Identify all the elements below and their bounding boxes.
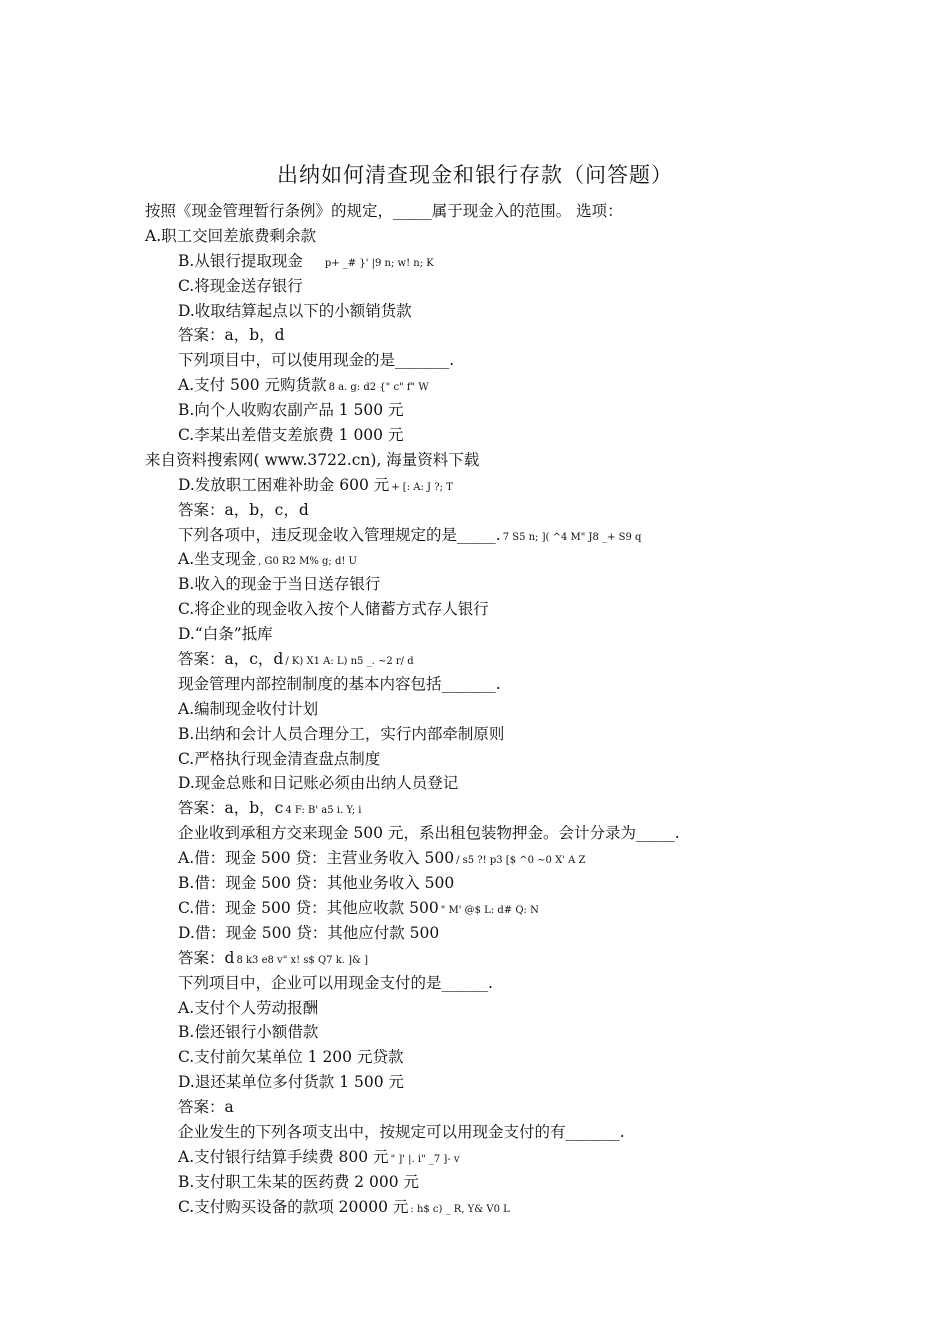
text-line — [0, 796, 950, 821]
line-text: 企业收到承租方交来现金 500 元，系出租包装物押金。会计分录为_____. — [178, 824, 680, 843]
text-line — [0, 1045, 950, 1070]
line-text: C.支付前欠某单位 1 200 元贷款 — [178, 1048, 404, 1067]
text-line — [0, 597, 950, 622]
line-text: 答案：a，b，c — [178, 799, 284, 818]
text-line — [0, 747, 950, 772]
text-line — [0, 398, 950, 423]
text-line — [0, 1145, 950, 1170]
line-text: 企业发生的下列各项支出中，按规定可以用现金支付的有_______. — [178, 1122, 625, 1141]
line-text: B.出纳和会计人员合理分工，实行内部牵制原则 — [178, 724, 505, 743]
line-text: D.收取结算起点以下的小额销货款 — [178, 301, 412, 320]
line-text: 下列项目中，企业可以用现金支付的是______. — [178, 973, 493, 992]
text-line — [0, 1120, 950, 1145]
line-text: B.从银行提取现金 — [178, 251, 303, 270]
watermark-noise-text: 7 S5 n; ]( ^4 M" J8 _+ S9 q — [502, 531, 642, 543]
line-text: D.发放职工困难补助金 600 元 — [178, 475, 390, 494]
line-text: 答案：a — [178, 1098, 234, 1117]
text-line — [0, 1195, 950, 1220]
line-text: B.向个人收购农副产品 1 500 元 — [178, 401, 404, 420]
text-line — [0, 921, 950, 946]
line-text: B.借：现金 500 贷：其他业务收入 500 — [178, 874, 455, 893]
text-line — [0, 523, 950, 548]
text-line — [0, 672, 950, 697]
line-text: A.坐支现金 — [178, 550, 257, 569]
text-line — [0, 1170, 950, 1195]
watermark-noise-text: 4 F: B' a5 i. Y; i — [285, 805, 362, 817]
line-text: D.退还某单位多付货款 1 500 元 — [178, 1073, 405, 1092]
text-line — [0, 249, 950, 274]
line-text: D.借：现金 500 贷：其他应付款 500 — [178, 923, 440, 942]
text-line — [0, 348, 950, 373]
line-text: C.将现金送存银行 — [178, 276, 303, 295]
text-line — [0, 971, 950, 996]
text-line — [0, 448, 950, 473]
text-line — [0, 647, 950, 672]
line-text: 现金管理内部控制制度的基本内容包括_______. — [178, 674, 501, 693]
text-line — [0, 274, 950, 299]
text-line — [0, 299, 950, 324]
text-line — [0, 846, 950, 871]
watermark-noise-text: 8 k3 e8 v" x! s$ Q7 k. ]& ] — [236, 954, 369, 966]
line-text: C.严格执行现金清查盘点制度 — [178, 749, 381, 768]
watermark-noise-text: / s5 ?! p3 [$ ^0 ~0 X' A Z — [456, 855, 586, 867]
line-text: A.借：现金 500 贷：主营业务收入 500 — [178, 849, 455, 868]
watermark-noise-text: / K) X1 A: L) n5 _. ~2 r/ d — [285, 656, 414, 668]
watermark-noise-text: " ]' |. i" _7 ]- v — [390, 1153, 460, 1165]
line-text: C.支付购买设备的款项 20000 元 — [178, 1197, 409, 1216]
line-text: 下列各项中，违反现金收入管理规定的是_____. — [178, 525, 501, 544]
line-text: 下列项目中，可以使用现金的是_______. — [178, 351, 455, 370]
line-text: D.现金总账和日记账必须由出纳人员登记 — [178, 774, 459, 793]
text-line — [0, 771, 950, 796]
line-text: B.收入的现金于当日送存银行 — [178, 575, 381, 594]
line-text: D.“白条”抵库 — [178, 625, 273, 644]
line-text: 答案：d — [178, 948, 235, 967]
line-text: 按照《现金管理暂行条例》的规定，_____属于现金入的范围。 选项： — [145, 202, 623, 220]
line-text: 来自资料搜索网( www.3722.cn), 海量资料下载 — [145, 450, 480, 469]
line-text: A.编制现金收付计划 — [178, 699, 319, 718]
text-line — [0, 722, 950, 747]
text-line — [0, 547, 950, 572]
document-body — [0, 199, 950, 1220]
watermark-noise-text: + [: A: J ?; T — [391, 481, 453, 493]
text-line — [0, 199, 950, 224]
watermark-noise-text: , G0 R2 M% g; d! U — [258, 556, 357, 568]
line-text: C.李某出差借支差旅费 1 000 元 — [178, 426, 404, 445]
line-text: 答案：a，b，d — [178, 326, 285, 345]
line-text: 答案：a，b，c，d — [178, 500, 309, 519]
watermark-noise-text: " M' @$ L: d# Q: N — [440, 904, 539, 916]
text-line — [0, 697, 950, 722]
text-line — [0, 323, 950, 348]
watermark-noise-text: 8 a. g: d2 {" c" f" W — [328, 382, 429, 394]
line-text: A.支付 500 元购货款 — [178, 376, 327, 395]
line-text: 答案：a，c，d — [178, 650, 284, 669]
text-line — [0, 423, 950, 448]
text-line — [0, 373, 950, 398]
line-text: B.支付职工朱某的医药费 2 000 元 — [178, 1172, 420, 1191]
text-line — [0, 1095, 950, 1120]
watermark-noise-text: p+ _# }' |9 n; w! n; K — [324, 257, 434, 269]
document-title: 出纳如何清查现金和银行存款（问答题） — [277, 163, 673, 187]
line-text: A.支付银行结算手续费 800 元 — [178, 1147, 389, 1166]
text-line — [0, 871, 950, 896]
text-line — [0, 996, 950, 1021]
text-line — [0, 224, 950, 249]
line-text: A.支付个人劳动报酬 — [178, 998, 319, 1017]
text-line — [0, 821, 950, 846]
text-line — [0, 572, 950, 597]
line-text: B.偿还银行小额借款 — [178, 1023, 319, 1042]
line-text: C.借：现金 500 贷：其他应收款 500 — [178, 898, 439, 917]
text-line — [0, 946, 950, 971]
text-line — [0, 896, 950, 921]
text-line — [0, 473, 950, 498]
watermark-noise-text: : h$ c) _ R, Y& V0 L — [410, 1203, 510, 1215]
text-line — [0, 1070, 950, 1095]
text-line — [0, 622, 950, 647]
text-line — [0, 1020, 950, 1045]
text-line — [0, 498, 950, 523]
line-text: C.将企业的现金收入按个人储蓄方式存人银行 — [178, 600, 489, 619]
line-text: A.职工交回差旅费剩余款 — [145, 226, 317, 245]
